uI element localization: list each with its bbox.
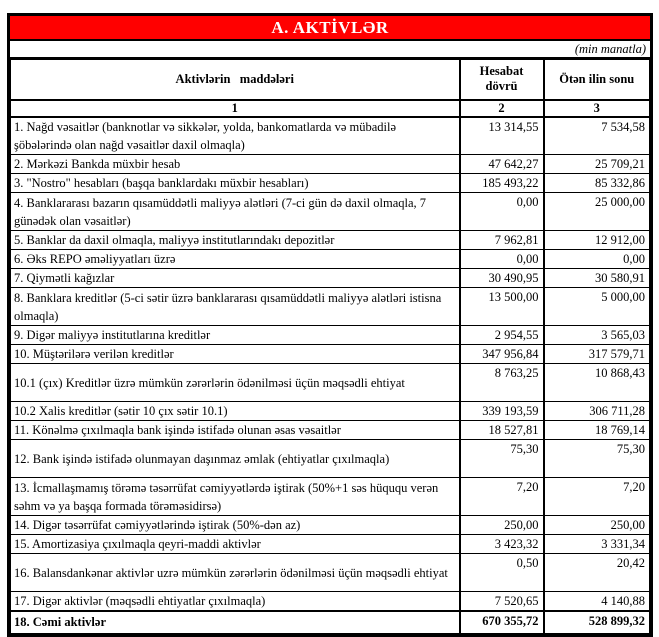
row-label: 14. Digər təsərrüfat cəmiyyətlərində iştirak (50%-dən az) [11, 516, 460, 535]
row-previous-value: 7,20 [544, 478, 650, 516]
table-row [11, 554, 650, 592]
table-row [11, 193, 650, 231]
row-label: 12. Bank işində istifadə olunmayan daşınmaz əmlak (ehtiyatlar çıxılmaqla) [11, 440, 460, 478]
table-row [11, 402, 650, 421]
row-previous-value: 3 565,03 [544, 326, 650, 345]
row-previous-value: 12 912,00 [544, 231, 650, 250]
row-previous-value: 0,00 [544, 250, 650, 269]
row-current-value: 30 490,95 [460, 269, 544, 288]
row-previous-value: 3 331,34 [544, 535, 650, 554]
column-header-items: Aktivlərin maddələri [11, 60, 460, 100]
column-header-row [11, 60, 650, 100]
row-label: 17. Digər aktivlər (məqsədli ehtiyatlar çıxılmaqla) [11, 592, 460, 612]
row-current-value: 18 527,81 [460, 421, 544, 440]
unit-note-bar [10, 41, 650, 59]
row-label: 9. Digər maliyyə institutlarına kreditlər [11, 326, 460, 345]
row-previous-value: 5 000,00 [544, 288, 650, 326]
column-number-3: 3 [544, 100, 650, 117]
row-label: 11. Könəlmə çıxılmaqla bank işində istifadə olunan əsas vəsaitlər [11, 421, 460, 440]
row-current-value: 7 962,81 [460, 231, 544, 250]
row-label: 5. Banklar da daxil olmaqla, maliyyə institutlarındakı depozitlər [11, 231, 460, 250]
table-row [11, 364, 650, 402]
row-previous-value: 75,30 [544, 440, 650, 478]
row-label: 10.2 Xalis kreditlər (sətir 10 çıx sətir 10.1) [11, 402, 460, 421]
row-previous-value: 25 709,21 [544, 155, 650, 174]
row-previous-value: 250,00 [544, 516, 650, 535]
table-row [11, 288, 650, 326]
column-header-previous-period: Ötən ilin sonu [544, 60, 650, 100]
row-current-value: 0,50 [460, 554, 544, 592]
table-row [11, 269, 650, 288]
row-label: 10.1 (çıx) Kreditlər üzrə mümkün zərərlərin ödənilməsi üçün məqsədli ehtiyat [11, 364, 460, 402]
row-previous-value: 4 140,88 [544, 592, 650, 612]
row-label: 2. Mərkəzi Bankda müxbir hesab [11, 155, 460, 174]
column-header-current-period: Hesabat dövrü [460, 60, 544, 100]
row-current-value: 13 314,55 [460, 117, 544, 155]
row-previous-value: 306 711,28 [544, 402, 650, 421]
row-previous-value: 317 579,71 [544, 345, 650, 364]
column-number-row [11, 100, 650, 117]
table-row [11, 516, 650, 535]
row-current-value: 185 493,22 [460, 174, 544, 193]
row-label: 1. Nağd vəsaitlər (banknotlar və sikkələr, yolda, bankomatlarda və mübadilə şöbələrində olan nağd vəsaitlər daxil olmaqla) [11, 117, 460, 155]
table-row [11, 326, 650, 345]
row-current-value: 75,30 [460, 440, 544, 478]
table-row [11, 478, 650, 516]
unit-note: (min manatla) [574, 41, 646, 56]
total-assets-row [11, 611, 650, 633]
total-previous-value: 528 899,32 [544, 611, 650, 633]
row-label: 8. Banklara kreditlər (5-ci sətir üzrə banklararası qısamüddətli maliyyə alətləri istisna olmaqla) [11, 288, 460, 326]
row-label: 16. Balansdankənar aktivlər uzrə mümkün zərərlərin ödənilməsi üçün məqsədli ehtiyat [11, 554, 460, 592]
row-label: 4. Banklararası bazarın qısamüddətli maliyyə alətləri (7-ci gün də daxil olmaqla, 7 günədək olan vəsaitlər) [11, 193, 460, 231]
row-label: 15. Amortizasiya çıxılmaqla qeyri-maddi aktivlər [11, 535, 460, 554]
row-current-value: 0,00 [460, 250, 544, 269]
section-title-bar [10, 16, 650, 41]
row-current-value: 2 954,55 [460, 326, 544, 345]
table-row [11, 440, 650, 478]
total-current-value: 670 355,72 [460, 611, 544, 633]
row-label: 3. "Nostro" hesabları (başqa banklardakı müxbir hesabları) [11, 174, 460, 193]
table-row [11, 345, 650, 364]
row-previous-value: 30 580,91 [544, 269, 650, 288]
row-previous-value: 25 000,00 [544, 193, 650, 231]
row-previous-value: 20,42 [544, 554, 650, 592]
row-current-value: 7 520,65 [460, 592, 544, 612]
assets-report-table [7, 13, 653, 637]
row-current-value: 13 500,00 [460, 288, 544, 326]
row-previous-value: 18 769,14 [544, 421, 650, 440]
row-label: 13. İcmallaşmamış törəmə təsərrüfat cəmiyyətlərdə iştirak (50%+1 səs hüququ verən səhm və ya başqa formada törəməsidirsə) [11, 478, 460, 516]
table-row [11, 250, 650, 269]
assets-table [10, 59, 650, 634]
row-label: 7. Qiymətli kağızlar [11, 269, 460, 288]
row-current-value: 347 956,84 [460, 345, 544, 364]
table-row [11, 155, 650, 174]
row-current-value: 7,20 [460, 478, 544, 516]
column-number-2: 2 [460, 100, 544, 117]
row-previous-value: 85 332,86 [544, 174, 650, 193]
section-title: A. AKTİVLƏR [271, 17, 389, 37]
row-previous-value: 7 534,58 [544, 117, 650, 155]
table-row [11, 117, 650, 155]
row-current-value: 3 423,32 [460, 535, 544, 554]
row-current-value: 8 763,25 [460, 364, 544, 402]
row-label: 10. Müştərilərə verilən kreditlər [11, 345, 460, 364]
row-current-value: 339 193,59 [460, 402, 544, 421]
table-row [11, 174, 650, 193]
table-row [11, 592, 650, 612]
table-row [11, 231, 650, 250]
row-current-value: 47 642,27 [460, 155, 544, 174]
table-row [11, 535, 650, 554]
column-number-1: 1 [11, 100, 460, 117]
row-current-value: 250,00 [460, 516, 544, 535]
total-row-label: 18. Cəmi aktivlər [11, 611, 460, 633]
row-label: 6. Əks REPO əməliyyatları üzrə [11, 250, 460, 269]
row-previous-value: 10 868,43 [544, 364, 650, 402]
row-current-value: 0,00 [460, 193, 544, 231]
table-row [11, 421, 650, 440]
